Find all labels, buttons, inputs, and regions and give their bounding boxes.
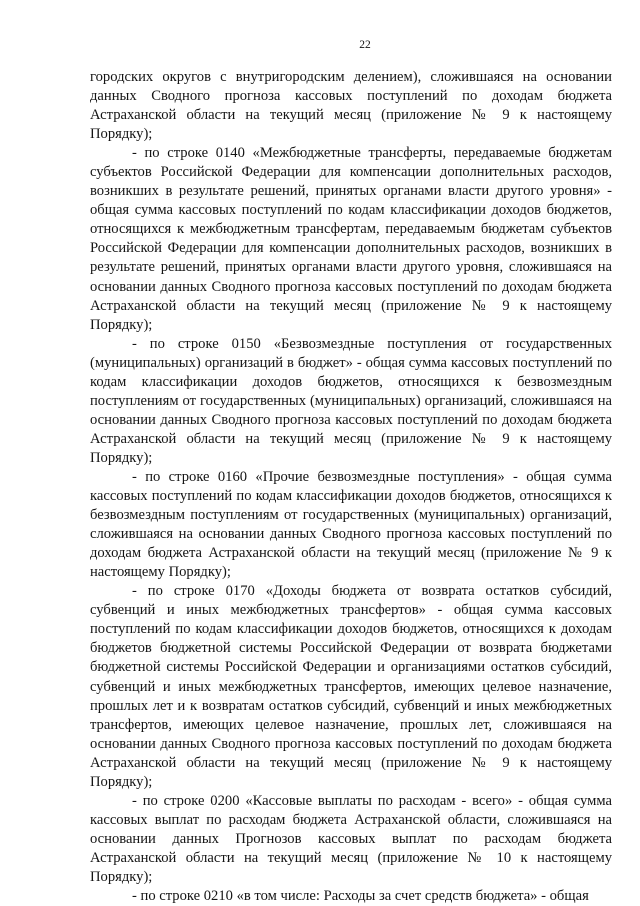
paragraph-line-0200: - по строке 0200 «Кассовые выплаты по расходам - всего» - общая сумма кассовых выплат по расходам бюджета Астраханской области, сложившаяся на основании данных Прогнозов кассовых выплат по расходам бюджета Астраханской области на текущий месяц (приложение № 10 к настоящему Порядку); [90, 792, 612, 885]
paragraph-line-0170: - по строке 0170 «Доходы бюджета от возврата остатков субсидий, субвенций и иных межбюджетных трансфертов» - общая сумма кассовых поступлений по кодам классификации доходов бюджетов, относящихся к доходам бюджетов бюджетной системы Российской Федерации от возврата бюджетами бюджетной системы Российской Федерации и организациями остатков субсидий, субвенций и иных межбюджетных трансфертов, имеющих целевое назначение, прошлых лет и к возвратам остатков субсидий, субвенций и иных межбюджетных трансфертов, имеющих целевое назначение, прошлых лет, сложившаяся на основании данных Сводного прогноза кассовых поступлений по доходам бюджета Астраханской области на текущий месяц (приложение № 9 к настоящему Порядку); [90, 583, 612, 790]
paragraph-line-0140: - по строке 0140 «Межбюджетные трансферты, передаваемые бюджетам субъектов Российской Федерации для компенсации дополнительных расходов, возникших в результате решений, принятых органами власти другого уровня» - общая сумма кассовых поступлений по кодам классификации доходов бюджетов, относящихся к межбюджетным трансфертам, передаваемым бюджетам субъектов Российской Федерации для компенсации дополнительных расходов, возникших в результате решений, принятых органами власти другого уровня, сложившаяся на основании данных Сводного прогноза кассовых поступлений по доходам бюджета Астраханской области на текущий месяц (приложение № 9 к настоящему Порядку); [90, 145, 612, 333]
paragraph-line-0150: - по строке 0150 «Безвозмездные поступления от государственных (муниципальных) организаций в бюджет» - общая сумма кассовых поступлений по кодам классификации доходов бюджетов, относящихся к безвозмездным поступлениям от государственных (муниципальных) организаций, сложившаяся на основании данных Сводного прогноза кассовых поступлений по доходам бюджета Астраханской области на текущий месяц (приложение № 9 к настоящему Порядку); [90, 335, 612, 466]
paragraph-line-0210: - по строке 0210 «в том числе: Расходы за счет средств бюджета» - общая [132, 888, 589, 905]
paragraph-line-0160: - по строке 0160 «Прочие безвозмездные поступления» - общая сумма кассовых поступлений по кодам классификации доходов бюджетов, относящихся к безвозмездным поступлениям от государственных (муниципальных) организаций, сложившаяся на основании данных Сводного прогноза кассовых поступлений по доходам бюджета Астраханской области на текущий месяц (приложение № 9 к настоящему Порядку); [90, 468, 612, 581]
paragraph-continuation: городских округов с внутригородским делением), сложившаяся на основании данных Сводного прогноза кассовых поступлений по доходам бюджета Астраханской области на текущий месяц (приложение № 9 к настоящему Порядку); [90, 69, 612, 143]
page-number: 22 [359, 39, 371, 51]
